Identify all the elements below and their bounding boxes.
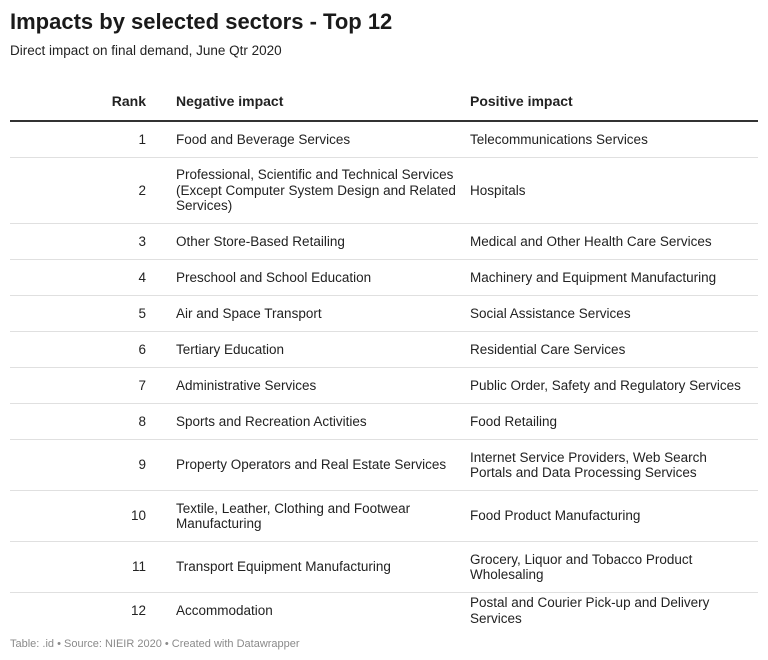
negative-impact-cell: Professional, Scientific and Technical Services (Except Computer System Design and Related Services) xyxy=(176,158,470,224)
footer-credits: Table: .id • Source: NIEIR 2020 • Created with Datawrapper xyxy=(10,638,300,650)
rank-cell: 12 xyxy=(130,602,146,618)
table-body xyxy=(10,121,758,628)
positive-impact-cell: Internet Service Providers, Web Search Portals and Data Processing Services xyxy=(470,440,758,491)
negative-impact-cell: Other Store-Based Retailing xyxy=(176,224,470,260)
table-row xyxy=(10,224,758,260)
table-row xyxy=(10,260,758,296)
table-row xyxy=(10,542,758,593)
negative-impact-cell: Air and Space Transport xyxy=(176,296,470,332)
negative-impact-cell: Sports and Recreation Activities xyxy=(176,404,470,440)
negative-impact-cell: Accommodation xyxy=(176,602,273,618)
chart-title: Impacts by selected sectors - Top 12 xyxy=(10,9,393,34)
positive-impact-cell: Telecommunications Services xyxy=(470,121,758,158)
table-row xyxy=(10,332,758,368)
table-row xyxy=(10,404,758,440)
negative-impact-cell: Textile, Leather, Clothing and Footwear Manufacturing xyxy=(176,491,470,542)
positive-impact-cell: Medical and Other Health Care Services xyxy=(470,224,758,260)
rank-cell: 1 xyxy=(10,121,176,158)
positive-impact-cell: Hospitals xyxy=(470,158,758,224)
positive-impact-cell: Postal and Courier Pick-up and Delivery Services xyxy=(470,595,710,626)
impacts-table xyxy=(10,82,758,628)
header-rank[interactable]: Rank xyxy=(10,82,176,121)
table-row xyxy=(10,368,758,404)
positive-impact-cell: Food Retailing xyxy=(470,404,758,440)
table-row xyxy=(10,121,758,158)
negative-impact-cell: Preschool and School Education xyxy=(176,260,470,296)
negative-impact-cell: Tertiary Education xyxy=(176,332,470,368)
rank-cell: 10 xyxy=(10,491,176,542)
chart-container xyxy=(10,8,758,628)
negative-impact-cell: Transport Equipment Manufacturing xyxy=(176,542,470,593)
rank-cell: 9 xyxy=(10,440,176,491)
negative-impact-cell: Food and Beverage Services xyxy=(176,121,470,158)
positive-impact-cell: Residential Care Services xyxy=(470,332,758,368)
positive-impact-cell: Public Order, Safety and Regulatory Services xyxy=(470,368,758,404)
rank-cell: 2 xyxy=(10,158,176,224)
negative-impact-cell: Administrative Services xyxy=(176,368,470,404)
rank-cell: 3 xyxy=(10,224,176,260)
positive-impact-cell: Machinery and Equipment Manufacturing xyxy=(470,260,758,296)
rank-cell: 8 xyxy=(10,404,176,440)
positive-impact-cell: Food Product Manufacturing xyxy=(470,491,758,542)
table-row xyxy=(10,440,758,491)
table-row xyxy=(10,296,758,332)
header-negative-impact[interactable]: Negative impact xyxy=(176,82,470,121)
rank-cell: 11 xyxy=(10,542,176,593)
positive-impact-cell: Social Assistance Services xyxy=(470,296,758,332)
chart-subtitle: Direct impact on final demand, June Qtr 2020 xyxy=(10,43,282,58)
table-row xyxy=(10,158,758,224)
header-positive-impact[interactable]: Positive impact xyxy=(470,82,758,121)
table-header-row xyxy=(10,82,758,121)
table-row xyxy=(10,491,758,542)
negative-impact-cell: Property Operators and Real Estate Services xyxy=(176,440,470,491)
rank-cell: 4 xyxy=(10,260,176,296)
rank-cell: 6 xyxy=(10,332,176,368)
rank-cell: 7 xyxy=(10,368,176,404)
positive-impact-cell: Grocery, Liquor and Tobacco Product Wholesaling xyxy=(470,542,758,593)
table-row xyxy=(10,593,758,629)
rank-cell: 5 xyxy=(10,296,176,332)
